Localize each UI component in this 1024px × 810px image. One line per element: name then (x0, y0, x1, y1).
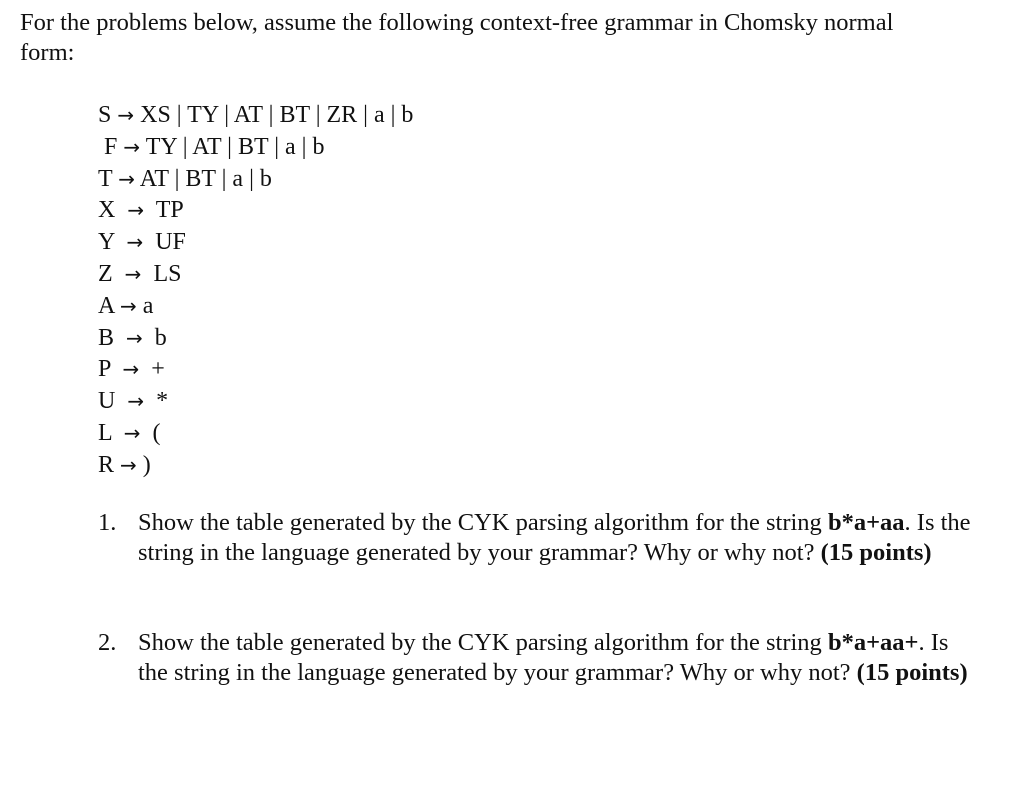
rule-rhs: ) (142, 451, 151, 478)
grammar-rule (98, 164, 413, 196)
grammar-rule (98, 259, 413, 291)
rule-rhs: UF (155, 229, 186, 256)
arrow-icon: → (124, 261, 142, 286)
rule-lhs: L (98, 419, 112, 446)
question-lead: Show the table generated by the CYK parsing algorithm for the string (138, 509, 822, 536)
grammar-rule (98, 418, 413, 450)
arrow-icon: → (123, 134, 141, 159)
rule-lhs: T (98, 165, 113, 192)
grammar-rule (98, 323, 413, 355)
rule-rhs: b (154, 324, 167, 351)
grammar-rule (98, 195, 413, 227)
rule-lhs: R (98, 451, 115, 478)
rule-lhs: S (98, 102, 112, 128)
grammar-rule (98, 291, 413, 323)
grammar-rules (98, 100, 413, 482)
arrow-icon: → (120, 293, 137, 318)
arrow-icon: → (126, 325, 143, 350)
question-number: 2. (98, 629, 117, 656)
grammar-rule (98, 132, 413, 164)
question-number: 1. (98, 509, 117, 536)
question-2 (98, 628, 978, 688)
rule-rhs: XS | TY | AT | BT | ZR | a | b (140, 102, 414, 128)
arrow-icon: → (120, 452, 137, 477)
rule-lhs: Z (98, 260, 113, 287)
grammar-rule (98, 100, 413, 132)
grammar-rule (98, 354, 413, 386)
rule-lhs: P (98, 356, 111, 383)
question-text (138, 508, 978, 568)
question-body: . Is the string in the language generated by your grammar? Why or why not? (138, 509, 971, 566)
rule-rhs: a (142, 292, 154, 319)
question-string: b*a+aa+ (827, 629, 919, 656)
question-text (138, 628, 978, 688)
rule-rhs: AT | BT | a | b (139, 165, 272, 192)
rule-rhs: + (151, 356, 165, 383)
intro-paragraph: For the problems below, assume the following context-free grammar in Chomsky normal form: (20, 9, 894, 66)
rule-rhs: LS (153, 260, 182, 287)
question-1 (98, 508, 978, 568)
arrow-icon: → (117, 103, 135, 127)
arrow-icon: → (126, 230, 144, 255)
rule-lhs: B (98, 324, 115, 351)
question-points: (15 points) (856, 659, 968, 686)
arrow-icon: → (118, 166, 135, 191)
arrow-icon: → (127, 389, 145, 414)
rule-lhs: U (98, 388, 116, 415)
question-points: (15 points) (820, 539, 932, 566)
rule-rhs: * (156, 388, 169, 415)
rule-lhs: F (104, 133, 118, 160)
arrow-icon: → (123, 420, 141, 445)
arrow-icon: → (127, 198, 145, 223)
rule-lhs: A (98, 292, 115, 319)
rule-rhs: ( (152, 419, 161, 446)
rule-rhs: TY | AT | BT | a | b (145, 133, 325, 160)
grammar-rule (98, 450, 413, 482)
grammar-rule (98, 227, 413, 259)
question-string: b*a+aa (827, 509, 905, 536)
arrow-icon: → (122, 357, 140, 382)
grammar-rule (98, 386, 413, 418)
question-body: . Is the string in the language generated by your grammar? Why or why not? (138, 629, 949, 686)
rule-rhs: TP (155, 197, 184, 224)
question-lead: Show the table generated by the CYK parsing algorithm for the string (138, 629, 822, 656)
rule-lhs: X (98, 197, 116, 224)
rule-lhs: Y (98, 229, 115, 256)
